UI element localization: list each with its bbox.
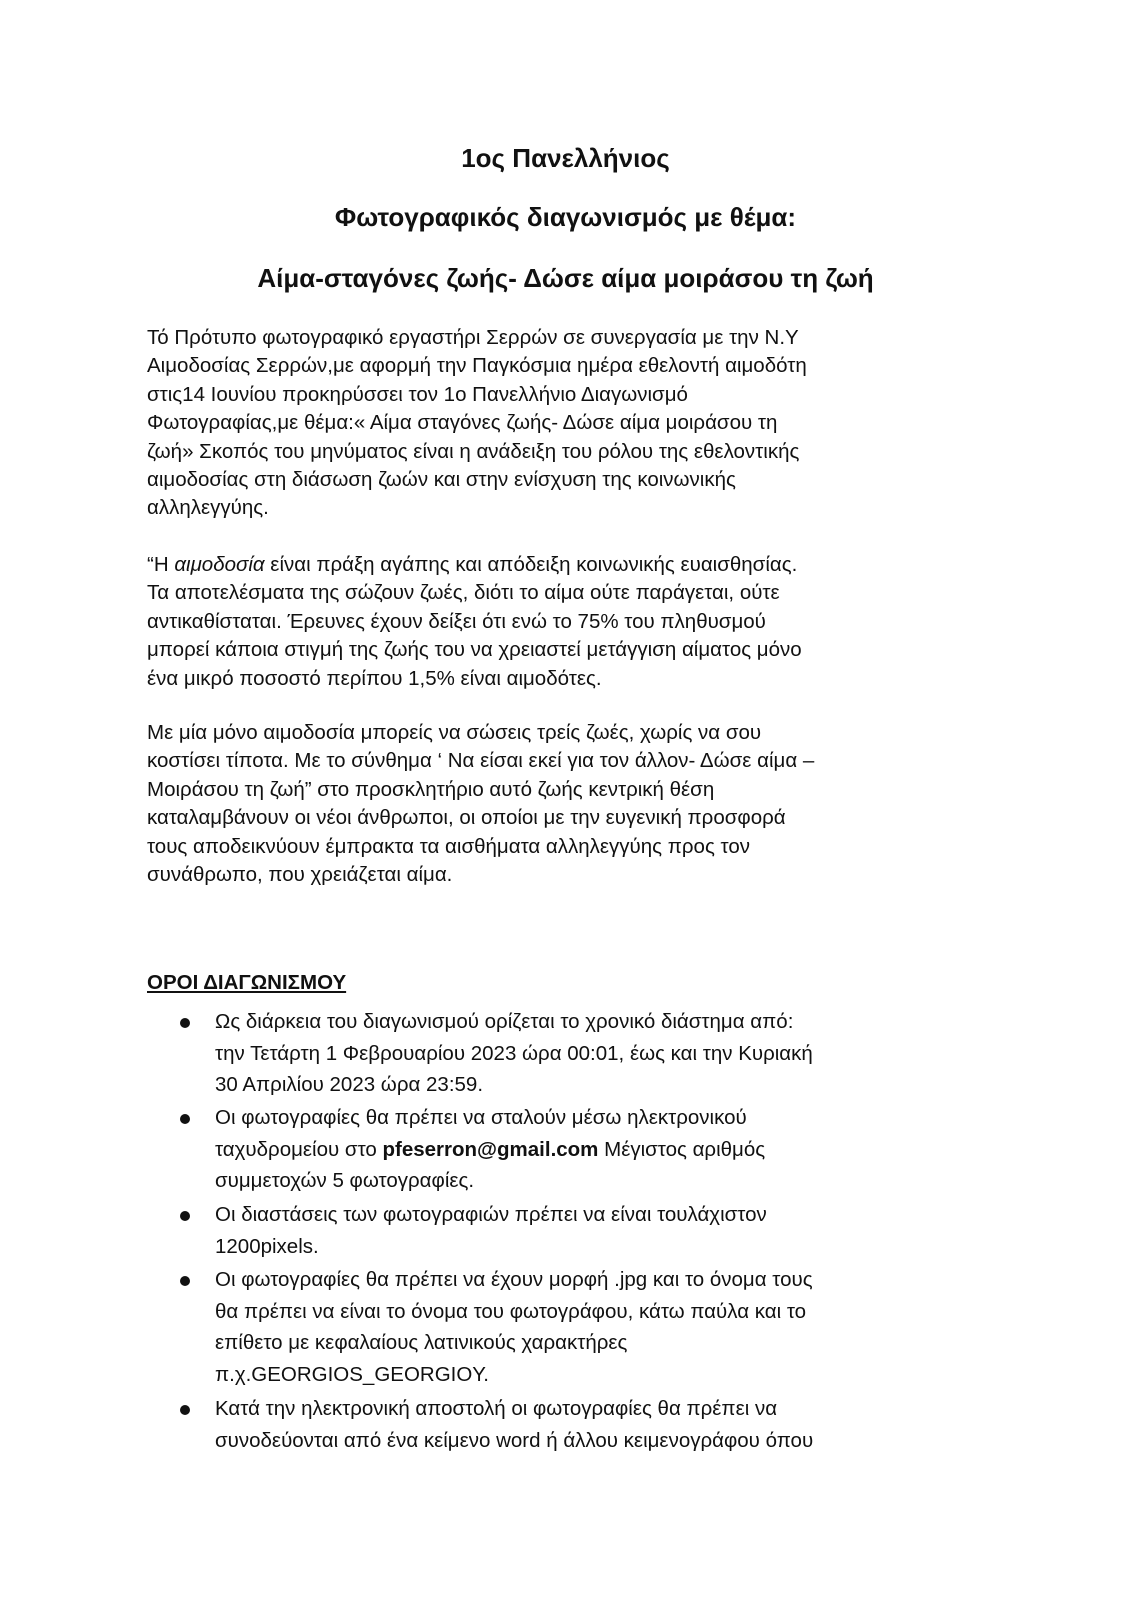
title-line-2: Φωτογραφικός διαγωνισμός με θέμα: [334, 202, 797, 232]
rule-text-5: Κατά την ηλεκτρονική αποστολή οι φωτογραφίες θα πρέπει να συνοδεύονται από ένα κείμενο word ή άλλου κειμενογράφου όπου [215, 1397, 814, 1452]
rule-2-start: Οι φωτογραφίες θα πρέπει να σταλούν μέσω ηλεκτρονικού ταχυδρομείου στο [215, 1106, 747, 1161]
bullet-icon [180, 1114, 190, 1124]
rule-text-2 [215, 1102, 975, 1197]
intro-paragraph-3: Με μία μόνο αιμοδοσία μπορείς να σώσεις τρείς ζωές, χωρίς να σου κοστίσει τίποτα. Με το σύνθημα ‘ Να είσαι εκεί για τον άλλον- Δώσε αίμα – Μοιράσου τη ζωή” στο προσκλητήριο αυτό ζωής κεντρική θέση καταλαμβάνουν οι νέοι άνθρωποι, οι οποίοι με την ευγενική προσφορά τους αποδεικνύουν έμπρακτα τα αισθήματα αλληλεγγύης προς τον συνάθρωπο, που χρειάζεται αίμα. [147, 721, 815, 887]
rule-text-4: Οι φωτογραφίες θα πρέπει να έχουν μορφή .jpg και το όνομα τους θα πρέπει να είναι το όνομα του φωτογράφου, κάτω παύλα και το επίθετο με κεφαλαίους λατινικούς χαρακτήρες π.χ.GEORGIOS_GEORGIOY. [215, 1268, 813, 1386]
bullet-icon [180, 1276, 190, 1286]
rule-2-end: Μέγιστος αριθμός συμμετοχών 5 φωτογραφίες. [215, 1137, 766, 1192]
paragraph-2-rest: είναι πράξη αγάπης και απόδειξη κοινωνικής ευαισθησίας. Τα αποτελέσματα της σώζουν ζωές, διότι το αίμα ούτε παράγεται, ούτε αντικαθίσταται. Έρευνες έχουν δείξει ότι ενώ το 75% του πληθυσμού μπορεί κάποια στιγμή της ζωής του να χρειαστεί μετάγγιση αίματος μόνο ένα μικρό ποσοστό περίπου 1,5% είναι αιμοδότες. [147, 553, 802, 690]
bullet-icon [180, 1211, 190, 1221]
rule-text-3: Οι διαστάσεις των φωτογραφιών πρέπει να είναι τουλάχιστον 1200pixels. [215, 1203, 767, 1258]
title-line-3: Αίμα-σταγόνες ζωής- Δώσε αίμα μοιράσου τη ζωή [257, 263, 874, 293]
intro-paragraph-1: Τό Πρότυπο φωτογραφικό εργαστήρι Σερρών σε συνεργασία με την Ν.Υ Αιμοδοσίας Σερρών,με αφορμή την Παγκόσμια ημέρα εθελοντή αιμοδότη στις14 Ιουνίου προκηρύσσει τον 1ο Πανελλήνιο Διαγωνισμό Φωτογραφίας,με θέμα:« Αίμα σταγόνες ζωής- Δώσε αίμα μοιράσου τη ζωή» Σκοπός του μηνύματος είναι η ανάδειξη του ρόλου της εθελοντικής αιμοδοσίας στη διάσωση ζωών και στην ενίσχυση της κοινωνικής αλληλεγγύης. [147, 326, 807, 520]
paragraph-2-start: “Η [147, 553, 175, 576]
bullet-icon [180, 1405, 190, 1415]
rule-text-1: Ως διάρκεια του διαγωνισμού ορίζεται το χρονικό διάστημα από: την Τετάρτη 1 Φεβρουαρίου 2023 ώρα 00:01, έως και την Κυριακή 30 Απριλίου 2023 ώρα 23:59. [215, 1010, 813, 1096]
paragraph-2-italic-term: αιμοδοσία [174, 553, 265, 576]
bullet-icon [180, 1018, 190, 1028]
contest-email: pfeserron@gmail.com [382, 1137, 599, 1161]
rules-heading: ΟΡΟΙ ΔΙΑΓΩΝΙΣΜΟΥ [147, 971, 347, 994]
intro-paragraph-2 [147, 551, 977, 693]
title-line-1: 1ος Πανελλήνιος [461, 143, 670, 173]
